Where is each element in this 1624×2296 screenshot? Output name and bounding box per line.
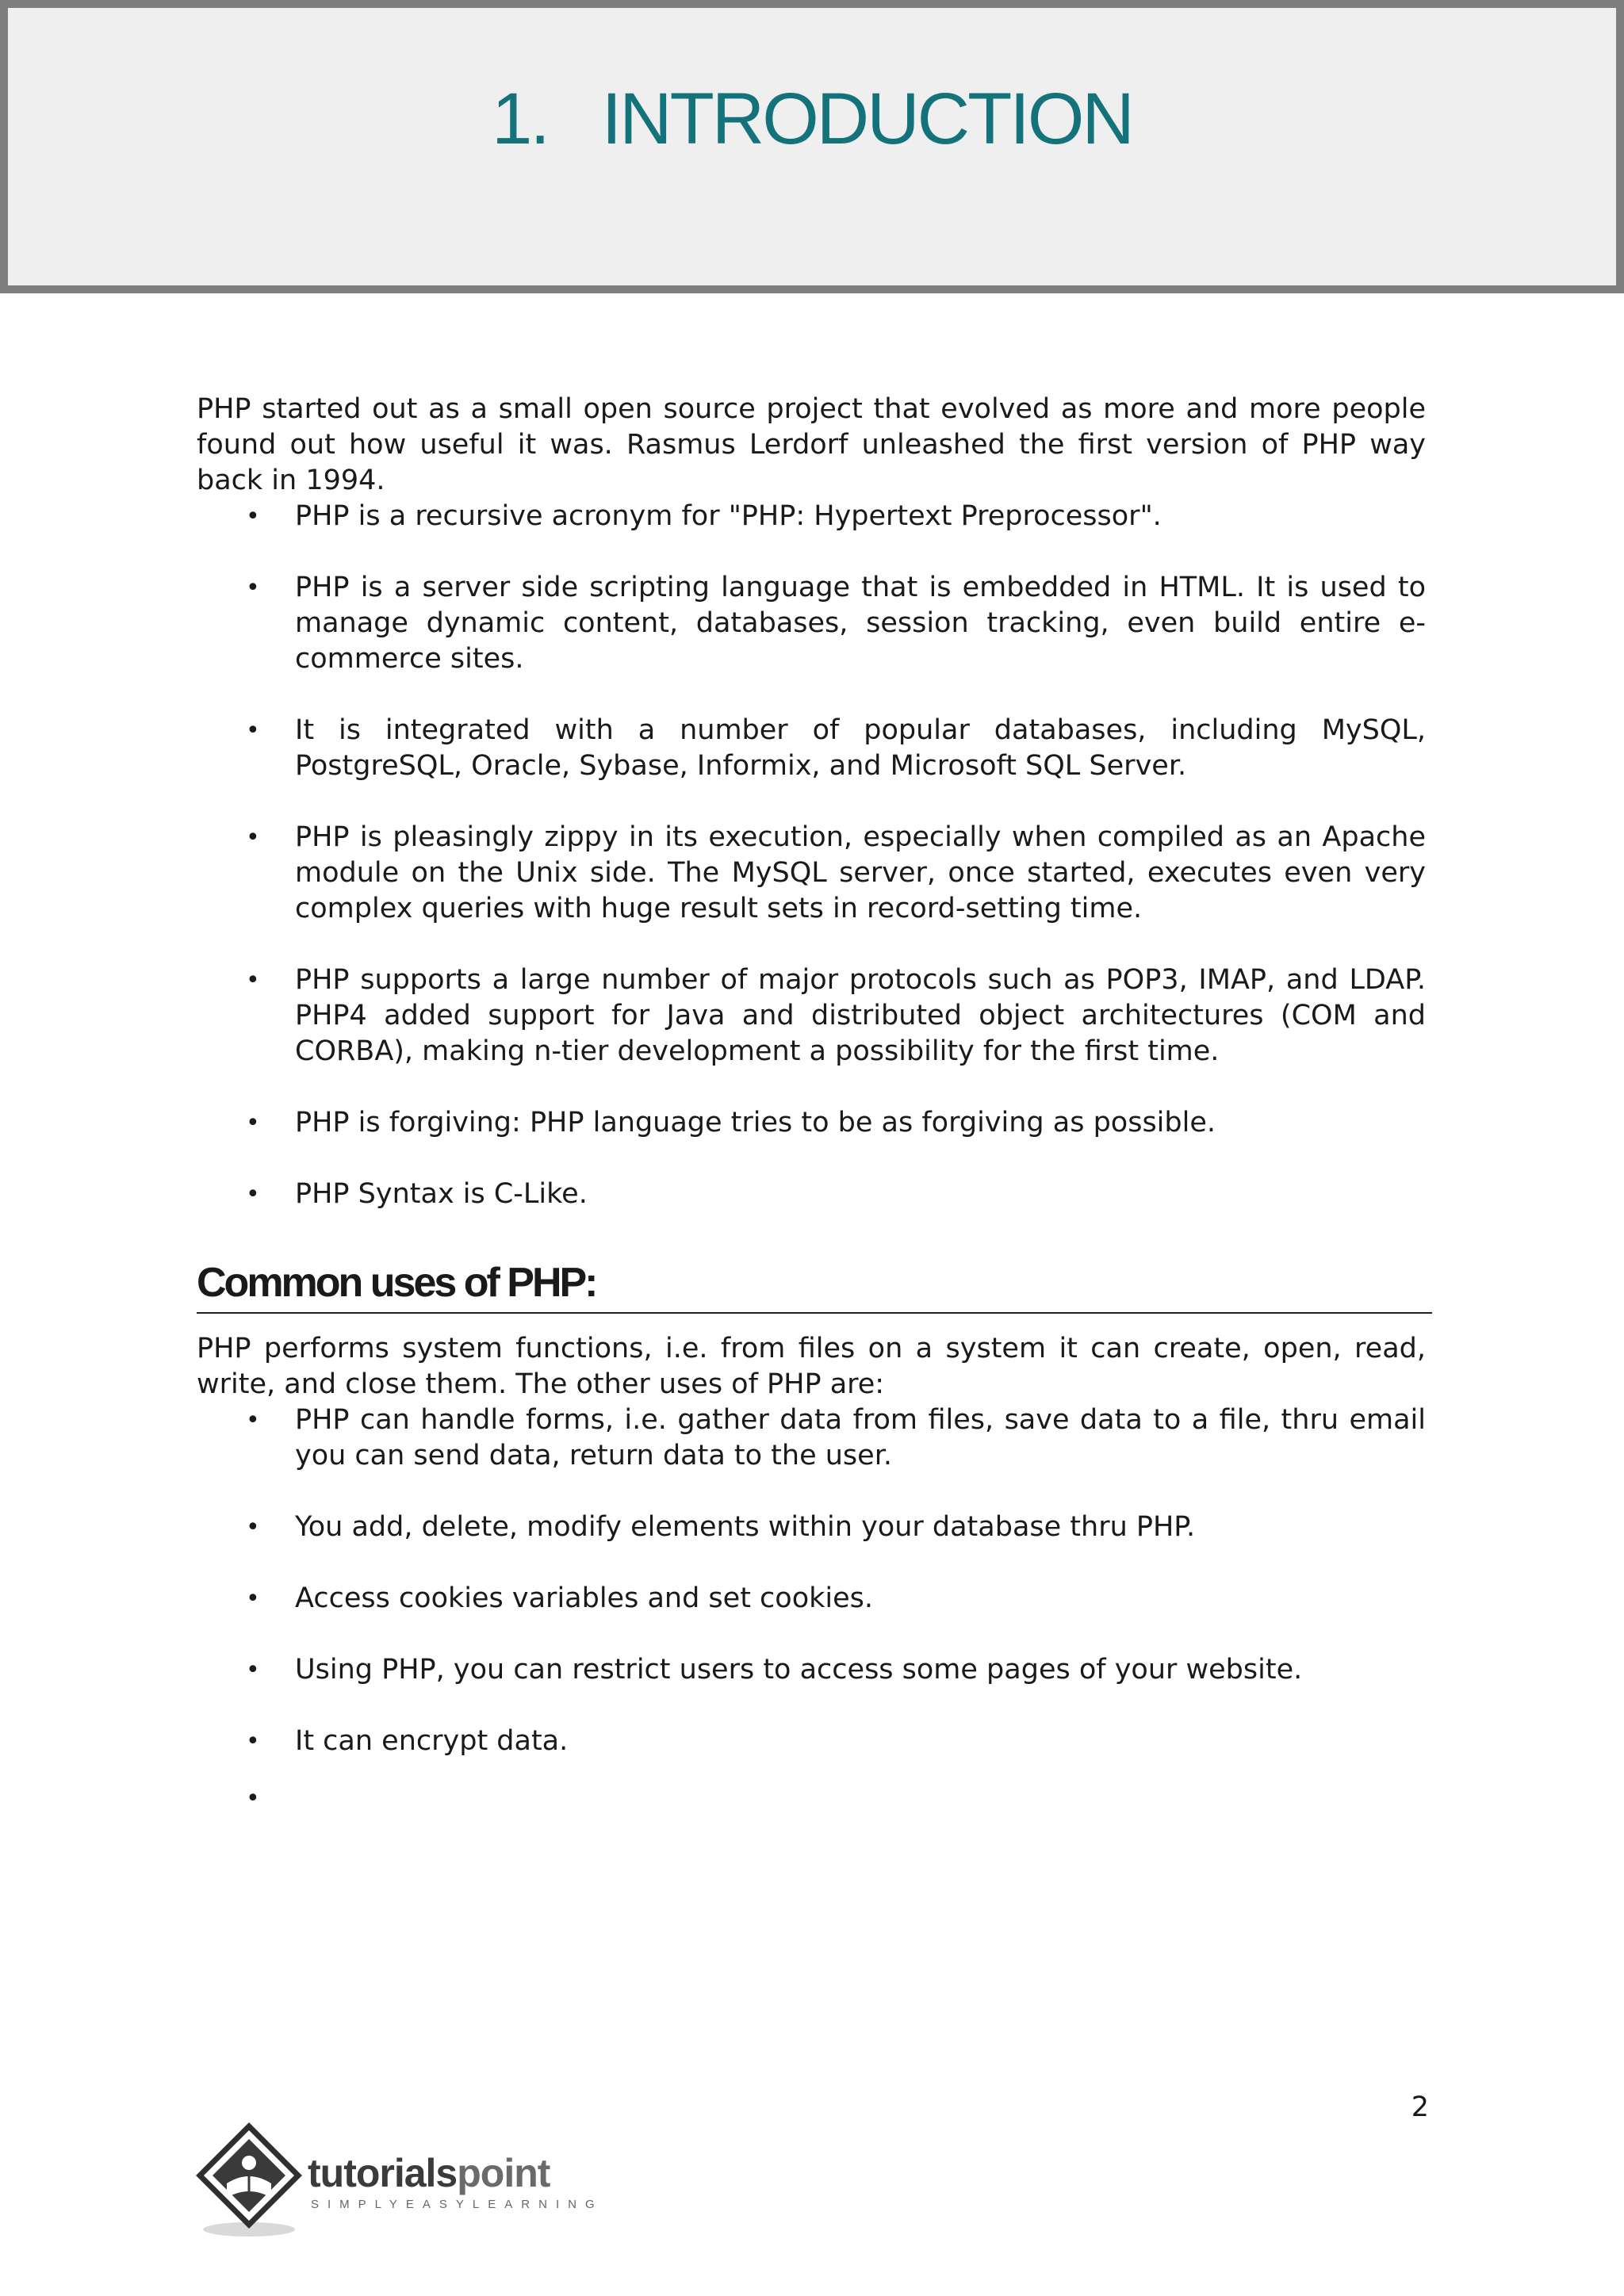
logo-word-accent: point: [457, 2151, 550, 2195]
list-item: [197, 820, 1426, 927]
list-item-text: PHP is a recursive acronym for "PHP: Hypertext Preprocessor".: [295, 500, 1162, 532]
tutorialspoint-logo: [195, 2122, 607, 2241]
bullet-icon: •: [246, 1585, 260, 1613]
list-item: [197, 1724, 1426, 1759]
uses-paragraph: PHP performs system functions, i.e. from files on a system it can create, open, read, write, and close them. The other uses of PHP are:: [197, 1333, 1426, 1400]
bullet-icon: •: [246, 1656, 260, 1684]
bullet-icon: •: [246, 1728, 260, 1755]
bullet-icon: •: [246, 1109, 260, 1137]
list-item: [197, 713, 1426, 784]
list-item-text: PHP supports a large number of major protocols such as POP3, IMAP, and LDAP. PHP4 added support for Java and distributed object architectures (COM and CORBA), making n-tier development a possibility for the first time.: [295, 964, 1426, 1067]
list-item: [197, 1652, 1426, 1688]
list-item-text: PHP Syntax is C-Like.: [295, 1178, 588, 1210]
list-item-empty: [197, 1781, 1426, 1816]
list-item: [197, 1105, 1426, 1141]
logo-word-main: tutorials: [308, 2151, 458, 2195]
bullet-icon: •: [246, 966, 260, 994]
bullet-icon: •: [246, 1513, 260, 1541]
bullet-icon: •: [246, 717, 260, 744]
uses-bullet-list: [197, 1402, 1426, 1816]
logo-tagline: SIMPLYEASYLEARNING: [311, 2198, 603, 2211]
list-item-text: PHP is pleasingly zippy in its execution, especially when compiled as an Apache module on the Unix side. The MySQL server, once started, executes even very complex queries with huge result sets in record-setting time.: [295, 821, 1426, 924]
bullet-icon: •: [246, 1785, 260, 1812]
bullet-icon: •: [246, 824, 260, 851]
list-item: [197, 1510, 1426, 1545]
list-item: [197, 1402, 1426, 1474]
intro-bullet-list: [197, 499, 1426, 1212]
chapter-title: 1. INTRODUCTION: [492, 78, 1132, 159]
intro-paragraph: PHP started out as a small open source project that evolved as more and more people found out how useful it was. Rasmus Lerdorf unleashed the first version of PHP way back in 1994.: [197, 393, 1426, 496]
logo-diamond-icon: [195, 2122, 314, 2241]
list-item: [197, 570, 1426, 677]
section-heading-common-uses: Common uses of PHP:: [197, 1260, 1432, 1314]
list-item: [197, 499, 1426, 534]
list-item-text: PHP is forgiving: PHP language tries to be as forgiving as possible.: [295, 1107, 1216, 1138]
list-item: [197, 962, 1426, 1070]
bullet-icon: •: [246, 574, 260, 602]
page-number: 2: [1411, 2091, 1429, 2123]
list-item-text: PHP is a server side scripting language that is embedded in HTML. It is used to manage dynamic content, databases, session tracking, even build entire e-commerce sites.: [295, 572, 1426, 675]
list-item-text: You add, delete, modify elements within your database thru PHP.: [295, 1511, 1196, 1543]
list-item-text: It can encrypt data.: [295, 1725, 569, 1757]
logo-wordmark: [308, 2150, 550, 2196]
list-item-text: Using PHP, you can restrict users to access some pages of your website.: [295, 1654, 1303, 1686]
list-item-text: Access cookies variables and set cookies.: [295, 1582, 874, 1614]
page-content: [197, 392, 1426, 1816]
list-item-text: It is integrated with a number of popular databases, including MySQL, PostgreSQL, Oracle, Sybase, Informix, and Microsoft SQL Server.: [295, 714, 1426, 782]
list-item: [197, 1581, 1426, 1617]
bullet-icon: •: [246, 1406, 260, 1434]
list-item: [197, 1177, 1426, 1212]
list-item-text: PHP can handle forms, i.e. gather data from files, save data to a file, thru email you can send data, return data to the user.: [295, 1404, 1426, 1471]
bullet-icon: •: [246, 503, 260, 530]
bullet-icon: •: [246, 1181, 260, 1208]
